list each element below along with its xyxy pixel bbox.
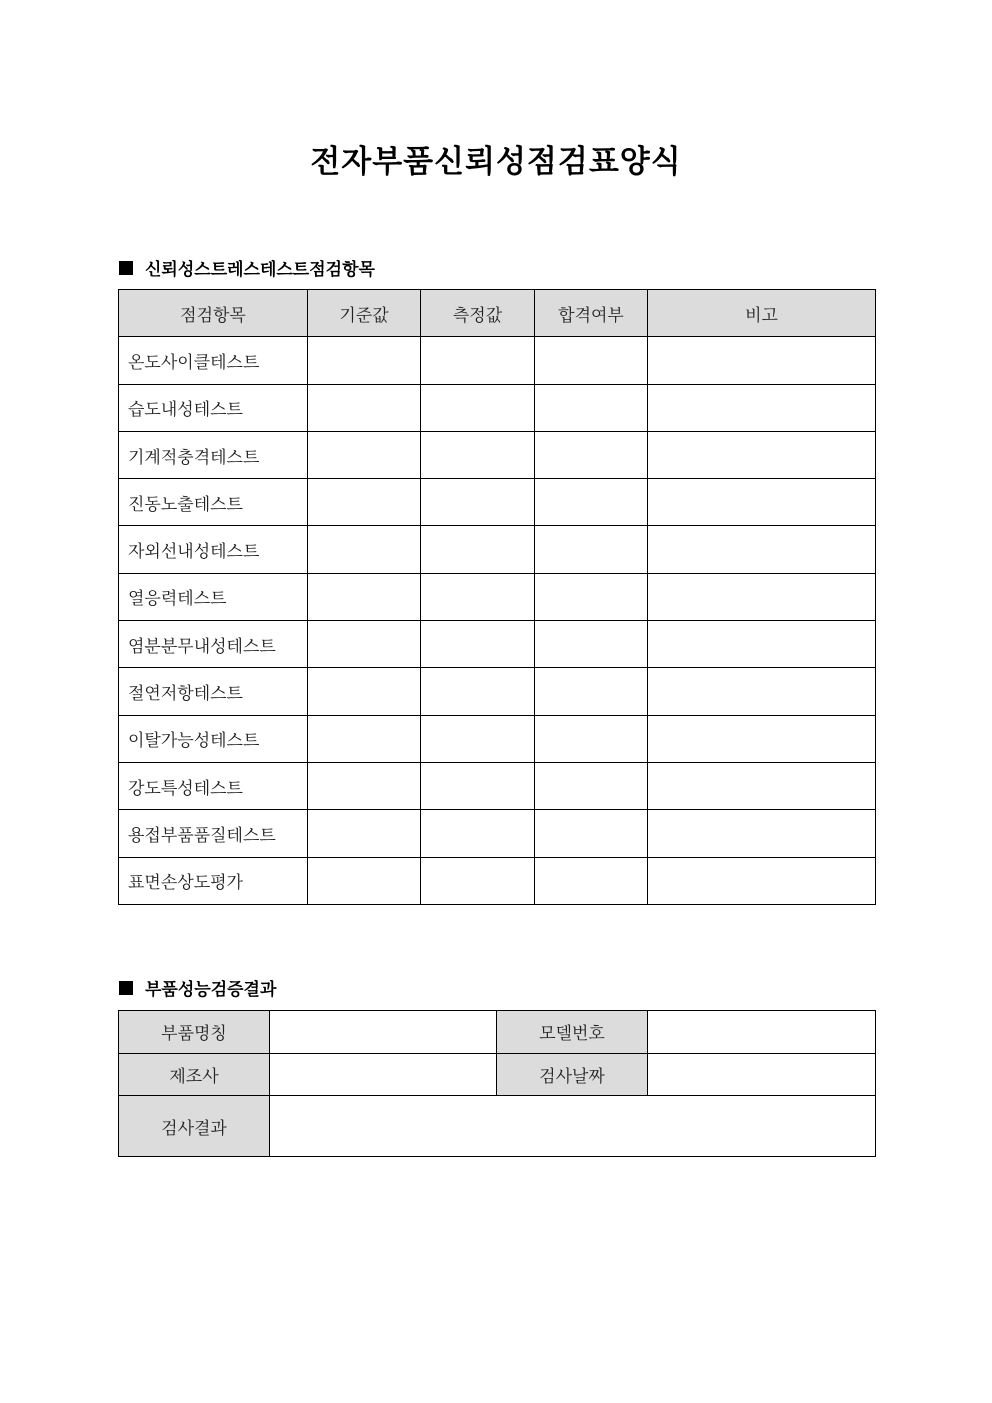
section-heading-verification (119, 975, 276, 1000)
pass-cell[interactable] (535, 526, 648, 573)
note-cell[interactable] (648, 526, 876, 573)
reliability-checklist-table (118, 289, 876, 905)
standard-cell[interactable] (308, 715, 421, 762)
note-cell[interactable] (648, 810, 876, 857)
table-row (119, 337, 876, 384)
pass-cell[interactable] (535, 431, 648, 478)
table-row (119, 857, 876, 904)
item-cell: 표면손상도평가 (119, 857, 308, 904)
measured-cell[interactable] (421, 810, 535, 857)
column-header-item: 점검항목 (119, 290, 308, 337)
measured-cell[interactable] (421, 762, 535, 809)
part-name-field[interactable] (270, 1011, 497, 1054)
measured-cell[interactable] (421, 857, 535, 904)
pass-cell[interactable] (535, 384, 648, 431)
table-row (119, 479, 876, 526)
pass-cell[interactable] (535, 337, 648, 384)
pass-cell[interactable] (535, 857, 648, 904)
section-heading-text: 부품성능검증결과 (145, 980, 277, 1000)
pass-cell[interactable] (535, 668, 648, 715)
note-cell[interactable] (648, 762, 876, 809)
table-row (119, 573, 876, 620)
table-row (119, 526, 876, 573)
column-header-pass: 합격여부 (535, 290, 648, 337)
item-cell: 열응력테스트 (119, 573, 308, 620)
model-number-field[interactable] (648, 1011, 876, 1054)
standard-cell[interactable] (308, 857, 421, 904)
item-cell: 이탈가능성테스트 (119, 715, 308, 762)
measured-cell[interactable] (421, 431, 535, 478)
pass-cell[interactable] (535, 621, 648, 668)
item-cell: 온도사이클테스트 (119, 337, 308, 384)
note-cell[interactable] (648, 668, 876, 715)
manufacturer-field[interactable] (270, 1053, 497, 1096)
measured-cell[interactable] (421, 715, 535, 762)
inspection-date-label: 검사날짜 (497, 1053, 648, 1096)
standard-cell[interactable] (308, 479, 421, 526)
note-cell[interactable] (648, 857, 876, 904)
table-row (119, 1011, 876, 1054)
standard-cell[interactable] (308, 573, 421, 620)
section-heading-text: 신뢰성스트레스테스트점검항목 (145, 260, 375, 280)
model-number-label: 모델번호 (497, 1011, 648, 1054)
table-row (119, 621, 876, 668)
standard-cell[interactable] (308, 762, 421, 809)
pass-cell[interactable] (535, 715, 648, 762)
standard-cell[interactable] (308, 668, 421, 715)
measured-cell[interactable] (421, 384, 535, 431)
section-heading-reliability (119, 255, 375, 280)
table-header-row (119, 290, 876, 337)
standard-cell[interactable] (308, 384, 421, 431)
note-cell[interactable] (648, 573, 876, 620)
item-cell: 강도특성테스트 (119, 762, 308, 809)
measured-cell[interactable] (421, 526, 535, 573)
column-header-measured: 측정값 (421, 290, 535, 337)
table-row (119, 1096, 876, 1157)
pass-cell[interactable] (535, 762, 648, 809)
note-cell[interactable] (648, 431, 876, 478)
verification-result-table (118, 1010, 876, 1157)
measured-cell[interactable] (421, 621, 535, 668)
table-row (119, 431, 876, 478)
measured-cell[interactable] (421, 337, 535, 384)
standard-cell[interactable] (308, 431, 421, 478)
manufacturer-label: 제조사 (119, 1053, 270, 1096)
table-row (119, 715, 876, 762)
measured-cell[interactable] (421, 573, 535, 620)
pass-cell[interactable] (535, 810, 648, 857)
inspection-date-field[interactable] (648, 1053, 876, 1096)
note-cell[interactable] (648, 337, 876, 384)
measured-cell[interactable] (421, 668, 535, 715)
column-header-note: 비고 (648, 290, 876, 337)
table-row (119, 668, 876, 715)
standard-cell[interactable] (308, 621, 421, 668)
pass-cell[interactable] (535, 479, 648, 526)
note-cell[interactable] (648, 479, 876, 526)
item-cell: 진동노출테스트 (119, 479, 308, 526)
standard-cell[interactable] (308, 810, 421, 857)
item-cell: 자외선내성테스트 (119, 526, 308, 573)
square-bullet-icon (119, 261, 133, 275)
standard-cell[interactable] (308, 526, 421, 573)
item-cell: 기계적충격테스트 (119, 431, 308, 478)
column-header-standard: 기준값 (308, 290, 421, 337)
document-title: 전자부품신뢰성점검표양식 (310, 144, 682, 180)
inspection-result-label: 검사결과 (119, 1096, 270, 1157)
note-cell[interactable] (648, 715, 876, 762)
item-cell: 용접부품품질테스트 (119, 810, 308, 857)
inspection-result-field[interactable] (270, 1096, 876, 1157)
table-row (119, 384, 876, 431)
note-cell[interactable] (648, 384, 876, 431)
square-bullet-icon (119, 981, 133, 995)
table-row (119, 762, 876, 809)
measured-cell[interactable] (421, 479, 535, 526)
standard-cell[interactable] (308, 337, 421, 384)
item-cell: 습도내성테스트 (119, 384, 308, 431)
note-cell[interactable] (648, 621, 876, 668)
pass-cell[interactable] (535, 573, 648, 620)
item-cell: 염분분무내성테스트 (119, 621, 308, 668)
table-row (119, 1053, 876, 1096)
table-row (119, 810, 876, 857)
part-name-label: 부품명칭 (119, 1011, 270, 1054)
item-cell: 절연저항테스트 (119, 668, 308, 715)
